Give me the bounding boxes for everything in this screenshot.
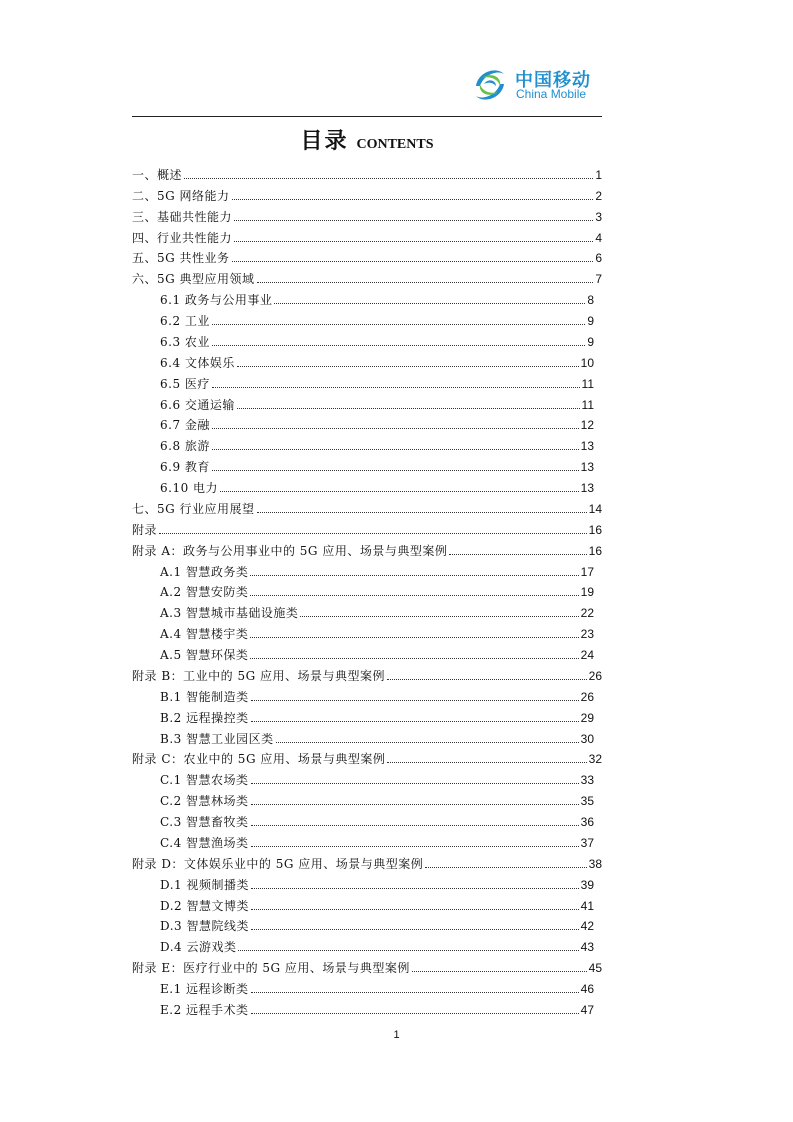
toc-entry-page: 13: [580, 460, 594, 475]
toc-dot-leader: [251, 888, 579, 889]
toc-entry-title: 6.10 电力: [160, 481, 219, 495]
toc-entry-title: 6.8 旅游: [160, 439, 210, 454]
toc-entry[interactable]: [132, 913, 602, 934]
toc-entry-page: 47: [580, 1002, 594, 1017]
toc-entry[interactable]: [132, 829, 602, 850]
toc-entry[interactable]: [132, 871, 602, 892]
toc-entry[interactable]: [132, 286, 602, 307]
china-mobile-logo-icon: [470, 64, 510, 106]
toc-entry-title: 附录: [132, 522, 158, 537]
toc-entry-page: 33: [580, 773, 594, 788]
toc-entry-title: A.5 智慧环保类: [160, 648, 249, 662]
toc-entry-page: 11: [581, 397, 594, 412]
toc-entry-page: 46: [580, 982, 594, 996]
toc-entry[interactable]: [132, 620, 602, 641]
toc-dot-leader: [232, 199, 594, 200]
toc-entry-page: 1: [595, 167, 602, 182]
toc-entry-title: A.3 智慧城市基础设施类: [160, 606, 299, 621]
toc-entry-title: 附录 B：工业中的 5G 应用、场景与典型案例: [132, 668, 385, 683]
toc-entry[interactable]: [132, 307, 602, 328]
toc-entry-page: 23: [580, 627, 594, 642]
toc-entry[interactable]: [132, 850, 602, 871]
toc-dot-leader: [251, 825, 579, 826]
toc-entry-title: C.3 智慧畜牧类: [160, 815, 249, 829]
toc-entry-title: 一、概述: [132, 167, 183, 182]
toc-entry[interactable]: [132, 161, 602, 182]
toc-entry-page: 37: [580, 835, 594, 850]
toc-entry-title: D.1 视频制播类: [160, 877, 249, 892]
toc-entry-title: 附录 A：政务与公用事业中的 5G 应用、场景与典型案例: [132, 543, 448, 558]
toc-entry[interactable]: [132, 224, 602, 245]
toc-entry-page: 22: [580, 606, 594, 621]
toc-entry-page: 12: [580, 418, 594, 433]
toc-dot-leader: [251, 700, 579, 701]
toc-entry-page: 26: [580, 689, 594, 704]
table-of-contents: [132, 161, 602, 1017]
toc-dot-leader: [212, 449, 579, 450]
toc-entry[interactable]: [132, 495, 602, 516]
toc-entry[interactable]: [132, 746, 602, 767]
toc-entry-title: C.4 智慧渔场类: [160, 835, 249, 850]
toc-entry[interactable]: [132, 704, 602, 725]
toc-dot-leader: [250, 637, 578, 638]
toc-dot-leader: [251, 929, 579, 930]
toc-entry-page: 41: [580, 898, 594, 913]
toc-dot-leader: [238, 950, 578, 951]
toc-entry-title: 6.1 政务与公用事业: [160, 293, 273, 308]
toc-entry-title: 五、5G 共性业务: [132, 251, 230, 266]
header-rule: [132, 116, 602, 117]
toc-dot-leader: [412, 971, 587, 972]
toc-entry-title: 三、基础共性能力: [132, 209, 233, 224]
toc-entry[interactable]: [132, 328, 602, 349]
toc-entry-page: 45: [588, 961, 602, 976]
toc-entry-title: 附录 E：医疗行业中的 5G 应用、场景与典型案例: [132, 961, 410, 976]
toc-entry-title: 二、5G 网络能力: [132, 188, 230, 203]
toc-entry-page: 11: [581, 376, 594, 391]
toc-entry[interactable]: [132, 558, 602, 579]
toc-entry-title: 附录 C：农业中的 5G 应用、场景与典型案例: [132, 752, 386, 767]
toc-title-cn: 目录: [300, 129, 349, 154]
toc-entry-title: 6.6 交通运输: [160, 397, 235, 412]
toc-entry[interactable]: [132, 203, 602, 224]
toc-entry-title: A.1 智慧政务类: [160, 564, 249, 579]
toc-dot-leader: [250, 658, 578, 659]
toc-entry-page: 7: [595, 272, 602, 287]
toc-entry-title: 6.7 金融: [160, 418, 210, 433]
toc-entry-page: 17: [580, 564, 594, 579]
toc-dot-leader: [184, 178, 593, 179]
toc-entry-title: 七、5G 行业应用展望: [132, 501, 255, 516]
toc-dot-leader: [232, 261, 594, 262]
toc-entry-title: 6.4 文体娱乐: [160, 355, 235, 370]
toc-entry-page: 43: [580, 940, 594, 955]
toc-entry-title: 6.3 农业: [160, 334, 210, 349]
toc-entry-page: 3: [595, 209, 602, 224]
toc-entry[interactable]: [132, 662, 602, 683]
toc-dot-leader: [251, 721, 579, 722]
toc-entry[interactable]: [132, 349, 602, 370]
toc-entry[interactable]: [132, 370, 602, 391]
toc-dot-leader: [234, 241, 593, 242]
toc-entry[interactable]: [132, 182, 602, 203]
toc-entry[interactable]: [132, 683, 602, 704]
toc-entry-page: 26: [588, 668, 602, 683]
toc-entry[interactable]: [132, 432, 602, 453]
toc-entry[interactable]: [132, 391, 602, 412]
toc-entry[interactable]: [132, 808, 602, 829]
toc-entry-page: 4: [595, 230, 602, 245]
toc-entry-title: D.4 云游戏类: [160, 940, 237, 955]
toc-dot-leader: [220, 491, 579, 492]
toc-entry[interactable]: [132, 599, 602, 620]
toc-entry[interactable]: [132, 265, 602, 286]
toc-dot-leader: [251, 909, 579, 910]
toc-dot-leader: [250, 595, 578, 596]
toc-dot-leader: [387, 762, 586, 763]
toc-entry-page: 32: [588, 752, 602, 767]
toc-entry-title: B.1 智能制造类: [160, 689, 249, 704]
toc-entry-title: B.2 远程操控类: [160, 710, 249, 725]
toc-entry-title: A.4 智慧楼宇类: [160, 627, 249, 642]
toc-entry-title: C.1 智慧农场类: [160, 773, 249, 788]
toc-entry-title: E.1 远程诊断类: [160, 982, 249, 996]
toc-dot-leader: [250, 575, 578, 576]
toc-entry-title: D.2 智慧文博类: [160, 898, 249, 913]
toc-dot-leader: [274, 303, 585, 304]
toc-entry-page: 35: [580, 794, 594, 809]
toc-entry-page: 30: [580, 731, 594, 746]
toc-entry[interactable]: [132, 725, 602, 746]
toc-entry-title: E.2 远程手术类: [160, 1002, 249, 1017]
toc-dot-leader: [449, 554, 586, 555]
toc-entry-page: 19: [580, 585, 594, 600]
toc-dot-leader: [257, 282, 594, 283]
toc-entry[interactable]: [132, 579, 602, 600]
toc-entry-page: 39: [580, 877, 594, 892]
toc-dot-leader: [212, 428, 579, 429]
toc-entry-page: 10: [580, 355, 594, 370]
toc-dot-leader: [251, 1013, 579, 1014]
toc-entry[interactable]: [132, 474, 602, 495]
toc-dot-leader: [212, 324, 585, 325]
toc-entry[interactable]: [132, 787, 602, 808]
toc-dot-leader: [276, 742, 579, 743]
toc-dot-leader: [234, 220, 593, 221]
toc-entry-page: 29: [580, 710, 594, 725]
logo-text-cn: 中国移动: [515, 70, 591, 91]
toc-entry-page: 8: [587, 293, 594, 308]
toc-entry-page: 9: [587, 334, 594, 349]
toc-entry[interactable]: [132, 954, 602, 975]
toc-entry[interactable]: [132, 453, 602, 474]
toc-dot-leader: [212, 387, 580, 388]
toc-entry-page: 16: [588, 522, 602, 537]
toc-entry-page: 42: [580, 919, 594, 934]
toc-entry-title: 6.2 工业: [160, 314, 210, 328]
toc-dot-leader: [251, 783, 579, 784]
toc-entry-title: D.3 智慧院线类: [160, 919, 249, 934]
toc-entry-title: A.2 智慧安防类: [160, 585, 249, 600]
toc-entry[interactable]: [132, 766, 602, 787]
toc-dot-leader: [212, 470, 579, 471]
toc-entry-page: 24: [580, 648, 594, 662]
toc-entry-title: B.3 智慧工业园区类: [160, 731, 274, 746]
toc-entry-title: 六、5G 典型应用领域: [132, 272, 255, 287]
toc-entry-title: 四、行业共性能力: [132, 230, 233, 245]
toc-dot-leader: [300, 616, 578, 617]
toc-entry-page: 36: [580, 815, 594, 829]
toc-dot-leader: [212, 345, 585, 346]
toc-title-en: CONTENTS: [356, 137, 434, 152]
toc-entry[interactable]: [132, 516, 602, 537]
toc-dot-leader: [237, 366, 579, 367]
toc-entry-title: 6.5 医疗: [160, 376, 210, 391]
toc-entry[interactable]: [132, 537, 602, 558]
toc-dot-leader: [251, 992, 579, 993]
toc-entry-title: 6.9 教育: [160, 460, 210, 475]
toc-dot-leader: [251, 846, 579, 847]
toc-entry[interactable]: [132, 933, 602, 954]
logo-text-en: China Mobile: [516, 87, 587, 101]
toc-entry-page: 6: [595, 251, 602, 266]
toc-entry-page: 14: [588, 501, 602, 516]
toc-entry-page: 16: [588, 543, 602, 558]
toc-entry-page: 9: [587, 314, 594, 328]
toc-entry[interactable]: [132, 245, 602, 266]
toc-entry-page: 2: [595, 188, 602, 203]
toc-entry[interactable]: [132, 975, 602, 996]
toc-entry-title: C.2 智慧林场类: [160, 794, 249, 809]
toc-entry-page: 13: [580, 481, 594, 495]
toc-entry[interactable]: [132, 412, 602, 433]
toc-dot-leader: [251, 804, 579, 805]
china-mobile-logo: [470, 64, 600, 106]
toc-title: [132, 124, 602, 155]
page-number: 1: [393, 1029, 400, 1041]
toc-dot-leader: [257, 512, 587, 513]
toc-entry-page: 38: [588, 856, 602, 871]
toc-entry[interactable]: [132, 892, 602, 913]
toc-dot-leader: [237, 408, 580, 409]
toc-dot-leader: [425, 867, 586, 868]
toc-entry-title: 附录 D：文体娱乐业中的 5G 应用、场景与典型案例: [132, 856, 424, 871]
toc-entry-page: 13: [580, 439, 594, 454]
toc-entry[interactable]: [132, 641, 602, 662]
toc-entry[interactable]: [132, 996, 602, 1017]
toc-dot-leader: [159, 533, 587, 534]
toc-dot-leader: [387, 679, 587, 680]
